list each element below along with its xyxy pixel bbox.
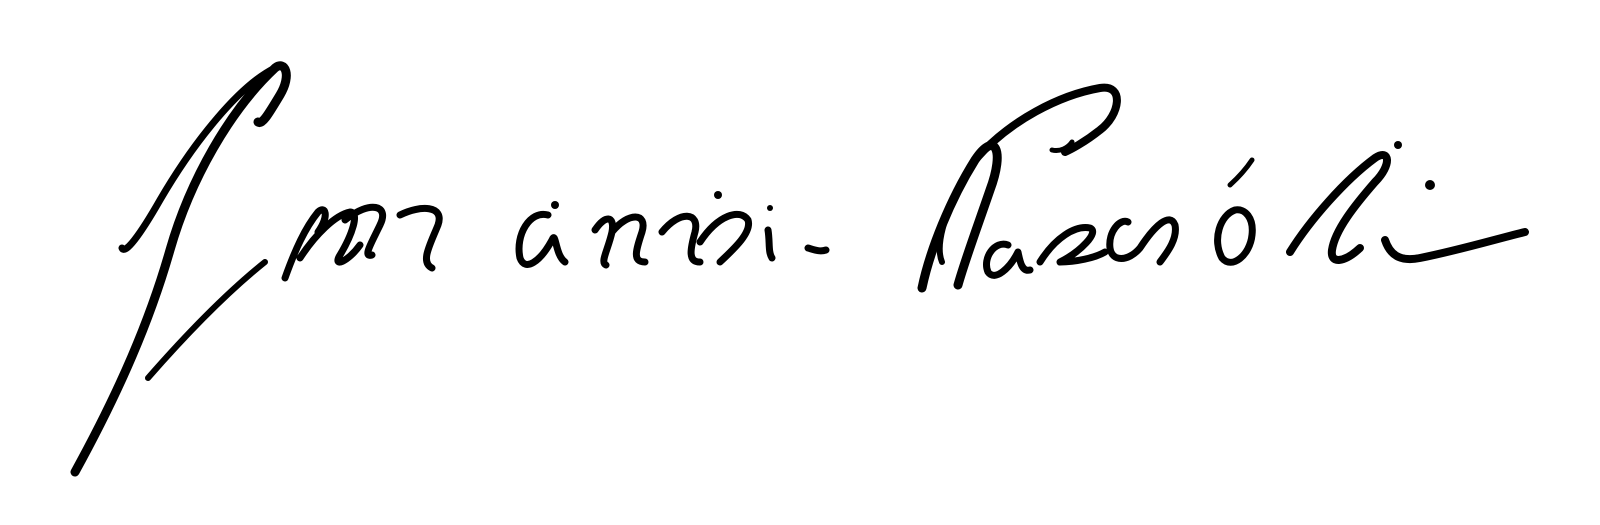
dot-5 [1394,141,1402,149]
dot-4 [1425,180,1435,190]
dot-2 [551,201,559,209]
dot-1 [714,191,722,199]
dot-3 [767,205,773,211]
